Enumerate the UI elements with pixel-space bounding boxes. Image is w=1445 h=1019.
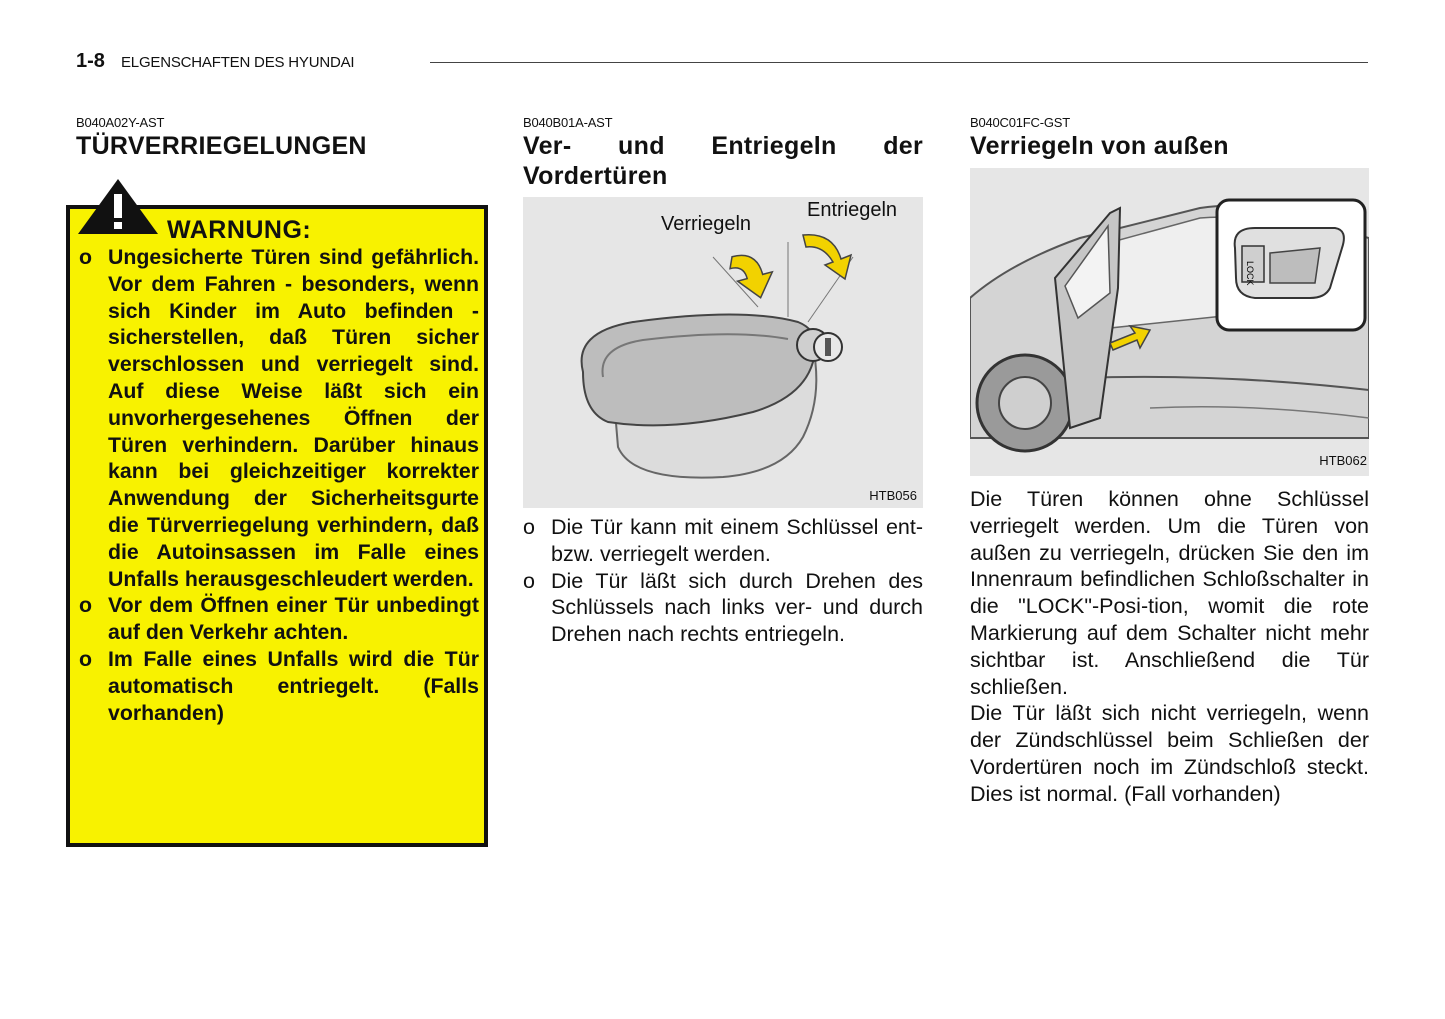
warning-item-text: Im Falle eines Unfalls wird die Tür automatisch entriegelt. (Falls vorhanden) xyxy=(108,646,479,725)
car-door-figure xyxy=(970,168,1369,476)
figure-code: HTB062 xyxy=(1319,453,1367,468)
unlock-label: Entriegeln xyxy=(807,199,898,221)
column-front-doors xyxy=(523,116,923,191)
section-title: ELGENSCHAFTEN DES HYUNDAI xyxy=(121,54,355,71)
section-heading: Verriegeln von außen xyxy=(970,132,1229,160)
page-number: 1-8 xyxy=(76,50,105,72)
list-item-text: Die Tür kann mit einem Schlüssel ent- bzw. verriegelt werden. xyxy=(551,515,923,566)
header-rule xyxy=(430,62,1368,63)
lock-outside-text xyxy=(970,486,1369,808)
warning-item-text: Ungesicherte Türen sind gefährlich. Vor dem Fahren - besonders, wenn sich Kinder im Auto befinden - sicherstellen, daß Türen sicher verschlossen und verriegelt sind. Auf diese Weise läßt sich ein unvorhergesehenes Öffnen der Türen verhindern. Darüber hinaus kann bei gleichzeitiger korrekter Anwendung der Sicherheitsgurte die Türverriegelung verhindern, daß die Autoinsassen im Falle eines Unfalls herausgeschleudert werden. xyxy=(108,245,479,591)
door-handle-illustration xyxy=(523,197,923,508)
heading-line-1: Ver- und Entriegeln der xyxy=(523,132,923,160)
warning-panel xyxy=(66,176,488,848)
section-heading xyxy=(523,131,923,191)
warning-title: WARNUNG: xyxy=(167,216,312,244)
paragraph: Die Tür läßt sich nicht verriegeln, wenn der Zündschlüssel beim Schließen der Vordertüren noch im Zündschloß steckt. Dies ist normal. (Fall vorhanden) xyxy=(970,701,1369,806)
lock-switch-label: LOCK xyxy=(1245,261,1255,286)
warning-item xyxy=(79,592,479,646)
front-door-instructions xyxy=(523,514,923,648)
section-heading: TÜRVERRIEGELUNGEN xyxy=(76,132,367,160)
warning-box xyxy=(66,205,488,847)
list-item-text: Die Tür läßt sich durch Drehen des Schlüssels nach links ver- und durch Drehen nach rechts entriegeln. xyxy=(551,568,923,647)
lock-label: Verriegeln xyxy=(661,213,752,235)
warning-item xyxy=(79,244,479,592)
column-door-locks xyxy=(76,116,488,161)
section-code: B040B01A-AST xyxy=(523,115,613,130)
warning-list xyxy=(79,244,479,726)
paragraph: Die Türen können ohne Schlüssel verriegelt werden. Um die Türen von außen zu verriegeln, drücken Sie den im Innenraum befindlichen Schloßschalter in die "LOCK"-Posi-tion, womit die rote Markierung auf dem Schalter nicht mehr sichtbar ist. Anschließend die Tür schließen. xyxy=(970,487,1369,699)
column-lock-outside xyxy=(970,116,1369,161)
bullet: o xyxy=(79,245,93,269)
warning-item-text: Vor dem Öffnen einer Tür unbedingt auf den Verkehr achten. xyxy=(108,593,479,645)
bullet: o xyxy=(523,568,535,593)
car-door-illustration xyxy=(970,168,1369,476)
bullet: o xyxy=(79,646,93,671)
list-item xyxy=(523,514,923,568)
door-handle-figure xyxy=(523,197,923,508)
figure-code: HTB056 xyxy=(869,488,917,503)
section-code: B040C01FC-GST xyxy=(970,115,1070,130)
bullet: o xyxy=(523,515,535,539)
list-item xyxy=(523,568,923,648)
heading-line-2: Vordertüren xyxy=(523,162,668,190)
page-header xyxy=(76,50,1368,76)
exclamation-triangle-icon xyxy=(76,176,160,236)
bullet: o xyxy=(79,593,93,618)
section-code: B040A02Y-AST xyxy=(76,115,165,130)
warning-item xyxy=(79,646,479,726)
